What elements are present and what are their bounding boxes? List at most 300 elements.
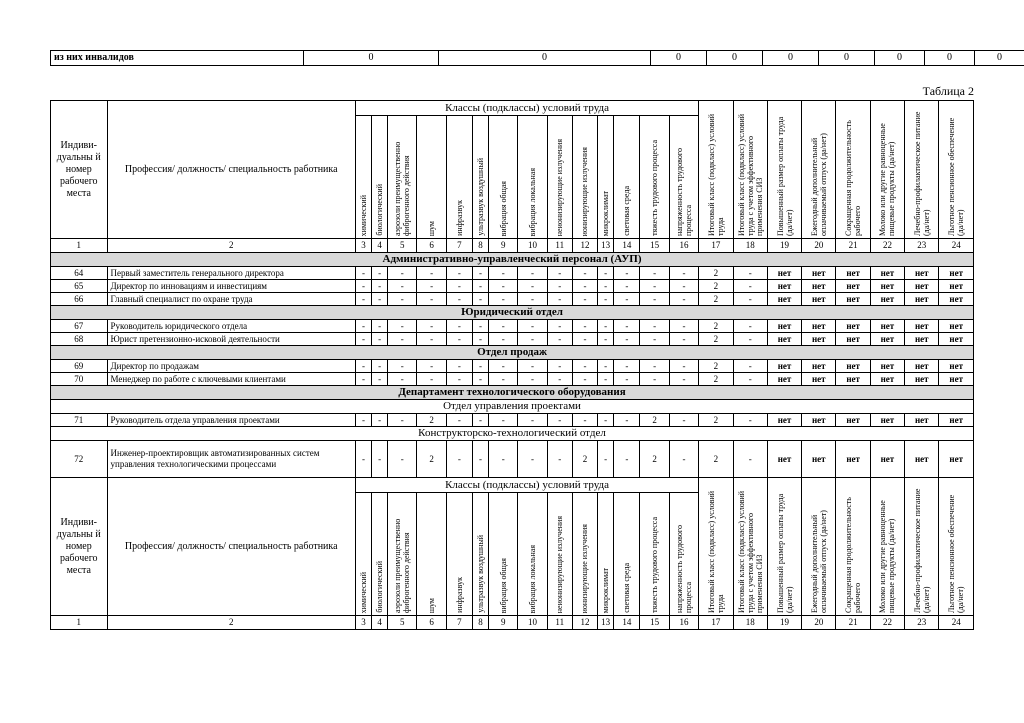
factor-header-label: шум [427, 597, 437, 613]
condition-value: - [598, 441, 614, 478]
factor-header [388, 493, 417, 616]
column-number: 16 [669, 239, 698, 253]
factor-header-label: ионизирующие излучения [580, 146, 590, 236]
condition-value: - [669, 333, 698, 346]
factor-header [489, 493, 518, 616]
factor-header [547, 116, 572, 239]
disabled-value: 0 [819, 51, 875, 66]
column-number: 6 [417, 616, 446, 630]
condition-value: - [733, 414, 767, 427]
condition-value: - [733, 333, 767, 346]
factor-header [489, 116, 518, 239]
condition-value: - [669, 414, 698, 427]
summary-header [802, 101, 836, 239]
condition-value: - [733, 293, 767, 306]
condition-value: нет [767, 441, 801, 478]
condition-value: - [388, 267, 417, 280]
summary-header-label: Молоко или другие равноценные пищевые продукты (да/нет) [878, 123, 897, 236]
workplace-number: 66 [51, 293, 108, 306]
column-number: 18 [733, 616, 767, 630]
factor-header [372, 116, 388, 239]
condition-value: - [388, 320, 417, 333]
table-row [51, 414, 974, 427]
section-row [51, 346, 974, 360]
condition-value: - [572, 360, 597, 373]
factor-header [669, 116, 698, 239]
condition-value: - [640, 320, 669, 333]
condition-value: - [417, 320, 446, 333]
condition-value: нет [939, 414, 974, 427]
factor-header-label: световая среда [622, 186, 632, 236]
table-row [51, 280, 974, 293]
condition-value: нет [767, 373, 801, 386]
workplace-number: 72 [51, 441, 108, 478]
condition-value: нет [767, 280, 801, 293]
condition-value: - [388, 293, 417, 306]
condition-value: - [518, 280, 547, 293]
condition-value: - [614, 333, 640, 346]
disabled-value: 0 [707, 51, 763, 66]
column-number: 18 [733, 239, 767, 253]
summary-header [699, 478, 733, 616]
condition-value: нет [836, 333, 870, 346]
summary-header-label: Ежегодный дополнительный оплачиваемый отпуск (да/нет) [809, 510, 828, 613]
condition-value: - [417, 267, 446, 280]
factor-header-label: химический [358, 571, 368, 613]
condition-value: нет [870, 333, 904, 346]
condition-value: - [547, 267, 572, 280]
column-number: 13 [598, 616, 614, 630]
condition-value: - [598, 267, 614, 280]
factor-header-label: неионизирующие излучения [555, 138, 565, 236]
condition-value: - [446, 267, 472, 280]
condition-value: - [518, 373, 547, 386]
workplace-number: 64 [51, 267, 108, 280]
condition-value: - [518, 293, 547, 306]
condition-value: нет [939, 293, 974, 306]
summary-header [939, 101, 974, 239]
condition-value: - [518, 333, 547, 346]
condition-value: нет [767, 333, 801, 346]
disabled-summary-table [50, 50, 1024, 66]
condition-value: - [489, 267, 518, 280]
profession-name: Инженер-проектировщик автоматизированных систем управления технологическими процессами [107, 441, 355, 478]
condition-value: - [572, 293, 597, 306]
condition-value: нет [870, 280, 904, 293]
condition-value: нет [939, 373, 974, 386]
workplace-number: 68 [51, 333, 108, 346]
factor-header-label: тяжесть трудового процесса [650, 140, 660, 236]
classes-title: Классы (подклассы) условий труда [355, 478, 698, 493]
factor-header [446, 116, 472, 239]
condition-value: - [669, 267, 698, 280]
condition-value: - [372, 360, 388, 373]
condition-value: - [572, 333, 597, 346]
condition-value: нет [939, 333, 974, 346]
condition-value: - [372, 414, 388, 427]
condition-value: - [388, 360, 417, 373]
condition-value: нет [836, 320, 870, 333]
condition-value: - [614, 373, 640, 386]
column-number: 19 [767, 239, 801, 253]
disabled-value: 0 [439, 51, 651, 66]
condition-value: - [372, 441, 388, 478]
factor-header [572, 116, 597, 239]
condition-value: - [446, 333, 472, 346]
condition-value: - [355, 373, 371, 386]
subsection-title: Отдел управления проектами [51, 400, 974, 414]
condition-value: - [669, 360, 698, 373]
summary-header [699, 101, 733, 239]
column-number: 12 [572, 616, 597, 630]
column-number: 24 [939, 616, 974, 630]
condition-value: 2 [699, 267, 733, 280]
condition-value: нет [939, 320, 974, 333]
condition-value: нет [802, 333, 836, 346]
column-number: 6 [417, 239, 446, 253]
profession-name: Руководитель юридического отдела [107, 320, 355, 333]
factor-header [518, 493, 547, 616]
factor-header [472, 116, 488, 239]
factor-header-label: напряженность трудового процесса [674, 148, 693, 236]
factor-header [355, 493, 371, 616]
factor-header [598, 116, 614, 239]
profession-name: Директор по продажам [107, 360, 355, 373]
condition-value: - [614, 293, 640, 306]
condition-value: - [518, 320, 547, 333]
condition-value: 2 [699, 360, 733, 373]
condition-value: нет [802, 373, 836, 386]
condition-value: нет [905, 333, 939, 346]
factor-header-label: шум [427, 220, 437, 236]
condition-value: - [372, 267, 388, 280]
factor-header [614, 116, 640, 239]
condition-value: - [733, 267, 767, 280]
condition-value: - [733, 373, 767, 386]
column-number: 10 [518, 616, 547, 630]
summary-header-label: Итоговый класс (подкласс) условий труда [706, 113, 725, 236]
column-number: 4 [372, 239, 388, 253]
table-row [51, 441, 974, 478]
factor-header-label: вибрация общая [498, 180, 508, 236]
condition-value: - [446, 293, 472, 306]
condition-value: - [547, 280, 572, 293]
summary-header [767, 101, 801, 239]
factor-header-label: инфразвук [454, 577, 464, 613]
table-row [51, 320, 974, 333]
condition-value: - [669, 320, 698, 333]
condition-value: - [355, 414, 371, 427]
condition-value: - [472, 333, 488, 346]
condition-value: - [547, 320, 572, 333]
condition-value: - [669, 441, 698, 478]
summary-header [767, 478, 801, 616]
workplace-number: 70 [51, 373, 108, 386]
workplace-number: 67 [51, 320, 108, 333]
condition-value: - [355, 293, 371, 306]
condition-value: нет [802, 441, 836, 478]
condition-value: - [598, 360, 614, 373]
condition-value: - [446, 280, 472, 293]
workplace-number-header: Индиви-дуальны й номер рабочего места [51, 478, 108, 616]
summary-header-label: Повышенный размер оплаты труда (да/нет) [775, 493, 794, 613]
classes-title: Классы (подклассы) условий труда [355, 101, 698, 116]
summary-header [905, 101, 939, 239]
condition-value: - [417, 293, 446, 306]
condition-value: - [372, 293, 388, 306]
condition-value: - [372, 373, 388, 386]
condition-value: 2 [699, 293, 733, 306]
table-caption: Таблица 2 [922, 84, 974, 98]
condition-value: - [733, 441, 767, 478]
condition-value: - [355, 360, 371, 373]
factor-header [572, 493, 597, 616]
condition-value: нет [836, 293, 870, 306]
workplace-number-header: Индиви-дуальны й номер рабочего места [51, 101, 108, 239]
condition-value: нет [905, 373, 939, 386]
profession-name: Главный специалист по охране труда [107, 293, 355, 306]
condition-value: - [355, 441, 371, 478]
factor-header [388, 116, 417, 239]
summary-header-label: Итоговый класс (подкласс) условий труда [706, 490, 725, 613]
condition-value: - [547, 373, 572, 386]
condition-value: - [489, 333, 518, 346]
condition-value: 2 [640, 414, 669, 427]
factor-header [598, 493, 614, 616]
table-row [51, 293, 974, 306]
column-number: 8 [472, 616, 488, 630]
working-conditions-table [50, 100, 974, 630]
profession-name: Руководитель отдела управления проектами [107, 414, 355, 427]
column-number: 14 [614, 616, 640, 630]
condition-value: - [388, 373, 417, 386]
column-number: 21 [836, 616, 870, 630]
condition-value: - [614, 360, 640, 373]
factor-header [446, 493, 472, 616]
column-numbers-row [51, 239, 974, 253]
factor-header-label: биологический [375, 184, 385, 236]
column-number: 16 [669, 616, 698, 630]
disabled-value: 0 [304, 51, 439, 66]
summary-header [836, 478, 870, 616]
table-row [51, 360, 974, 373]
disabled-label: из них инвалидов [51, 51, 304, 66]
column-number: 5 [388, 616, 417, 630]
condition-value: 2 [572, 441, 597, 478]
condition-value: - [355, 333, 371, 346]
condition-value: - [669, 280, 698, 293]
factor-header-label: химический [358, 194, 368, 236]
condition-value: - [640, 293, 669, 306]
condition-value: - [372, 280, 388, 293]
condition-value: - [446, 441, 472, 478]
condition-value: - [733, 320, 767, 333]
workplace-number: 71 [51, 414, 108, 427]
column-number: 3 [355, 616, 371, 630]
summary-header [905, 478, 939, 616]
condition-value: - [417, 373, 446, 386]
condition-value: нет [767, 267, 801, 280]
condition-value: нет [905, 280, 939, 293]
factor-header-label: тяжесть трудового процесса [650, 517, 660, 613]
condition-value: нет [836, 360, 870, 373]
column-number: 1 [51, 616, 108, 630]
condition-value: - [598, 293, 614, 306]
section-row [51, 253, 974, 267]
condition-value: нет [905, 320, 939, 333]
condition-value: нет [836, 373, 870, 386]
condition-value: - [518, 267, 547, 280]
condition-value: нет [939, 360, 974, 373]
column-number: 14 [614, 239, 640, 253]
factor-header [547, 493, 572, 616]
condition-value: - [355, 267, 371, 280]
summary-header [733, 101, 767, 239]
column-number: 24 [939, 239, 974, 253]
condition-value: нет [802, 360, 836, 373]
condition-value: нет [939, 441, 974, 478]
condition-value: - [417, 333, 446, 346]
condition-value: нет [939, 267, 974, 280]
department-row [51, 386, 974, 400]
column-number: 17 [699, 616, 733, 630]
condition-value: - [733, 280, 767, 293]
summary-header-label: Молоко или другие равноценные пищевые продукты (да/нет) [878, 500, 897, 613]
department-title: Департамент технологического оборудования [51, 386, 974, 400]
column-number: 15 [640, 239, 669, 253]
condition-value: - [489, 280, 518, 293]
condition-value: - [547, 293, 572, 306]
condition-value: - [472, 373, 488, 386]
factor-header-label: световая среда [622, 563, 632, 613]
condition-value: - [472, 293, 488, 306]
column-number: 13 [598, 239, 614, 253]
subsection-row [51, 427, 974, 441]
condition-value: - [355, 320, 371, 333]
column-number: 7 [446, 616, 472, 630]
condition-value: - [472, 360, 488, 373]
condition-value: - [572, 373, 597, 386]
column-number: 23 [905, 239, 939, 253]
factor-header [640, 116, 669, 239]
condition-value: - [489, 320, 518, 333]
column-number: 1 [51, 239, 108, 253]
condition-value: 2 [699, 373, 733, 386]
condition-value: 2 [417, 414, 446, 427]
condition-value: - [614, 320, 640, 333]
condition-value: - [472, 267, 488, 280]
summary-header-label: Сокращенная продолжительность рабочего [844, 120, 863, 236]
condition-value: нет [836, 414, 870, 427]
condition-value: нет [870, 320, 904, 333]
factor-header [355, 116, 371, 239]
column-number: 22 [870, 616, 904, 630]
column-number: 10 [518, 239, 547, 253]
disabled-value: 0 [763, 51, 819, 66]
column-number: 3 [355, 239, 371, 253]
condition-value: - [489, 414, 518, 427]
column-number: 21 [836, 239, 870, 253]
condition-value: нет [802, 414, 836, 427]
column-number: 9 [489, 616, 518, 630]
condition-value: - [640, 360, 669, 373]
condition-value: - [472, 441, 488, 478]
condition-value: нет [802, 320, 836, 333]
condition-value: 2 [699, 280, 733, 293]
summary-header-label: Лечебно-профилактическое питание (да/нет) [912, 111, 931, 236]
summary-header-label: Итоговый класс (подкласс) условий труда с учетом эффективного применения СИЗ [736, 490, 764, 613]
header-row [51, 101, 974, 116]
factor-header-label: аэрозоли преимущественно фиброгенного действия [393, 518, 412, 613]
condition-value: - [446, 360, 472, 373]
summary-header-label: Льготное пенсионное обеспечение (да/нет) [947, 494, 966, 613]
condition-value: - [388, 333, 417, 346]
summary-header [836, 101, 870, 239]
condition-value: - [640, 267, 669, 280]
condition-value: - [598, 320, 614, 333]
condition-value: 2 [699, 320, 733, 333]
condition-value: - [640, 333, 669, 346]
condition-value: - [640, 373, 669, 386]
column-number: 22 [870, 239, 904, 253]
condition-value: - [446, 414, 472, 427]
condition-value: - [547, 414, 572, 427]
factor-header [417, 493, 446, 616]
column-number: 19 [767, 616, 801, 630]
section-title: Административно-управленческий персонал (АУП) [51, 253, 974, 267]
summary-header-label: Лечебно-профилактическое питание (да/нет) [912, 488, 931, 613]
document-page [50, 50, 1002, 630]
condition-value: - [472, 414, 488, 427]
header-row [51, 478, 974, 493]
condition-value: - [372, 320, 388, 333]
condition-value: нет [767, 360, 801, 373]
summary-header-label: Итоговый класс (подкласс) условий труда с учетом эффективного применения СИЗ [736, 113, 764, 236]
condition-value: нет [905, 414, 939, 427]
factor-header-label: ультразвук воздушный [476, 535, 486, 613]
profession-name: Юрист претензионно-исковой деятельности [107, 333, 355, 346]
subsection-row [51, 400, 974, 414]
condition-value: нет [802, 280, 836, 293]
column-number: 9 [489, 239, 518, 253]
condition-value: - [669, 373, 698, 386]
table-row [51, 267, 974, 280]
column-number: 2 [107, 239, 355, 253]
condition-value: - [388, 441, 417, 478]
summary-header [939, 478, 974, 616]
column-number: 11 [547, 616, 572, 630]
summary-header-label: Ежегодный дополнительный оплачиваемый отпуск (да/нет) [809, 133, 828, 236]
summary-header [802, 478, 836, 616]
condition-value: - [614, 280, 640, 293]
factor-header [614, 493, 640, 616]
factor-header-label: аэрозоли преимущественно фиброгенного действия [393, 141, 412, 236]
factor-header [669, 493, 698, 616]
condition-value: - [614, 441, 640, 478]
column-number: 12 [572, 239, 597, 253]
condition-value: - [572, 320, 597, 333]
summary-header-label: Льготное пенсионное обеспечение (да/нет) [947, 117, 966, 236]
condition-value: - [614, 414, 640, 427]
condition-value: нет [836, 267, 870, 280]
section-title: Юридический отдел [51, 306, 974, 320]
column-number: 5 [388, 239, 417, 253]
profession-header: Профессия/ должность/ специальность работника [107, 101, 355, 239]
table-row [51, 373, 974, 386]
factor-header-label: напряженность трудового процесса [674, 525, 693, 613]
condition-value: нет [767, 293, 801, 306]
condition-value: нет [836, 441, 870, 478]
